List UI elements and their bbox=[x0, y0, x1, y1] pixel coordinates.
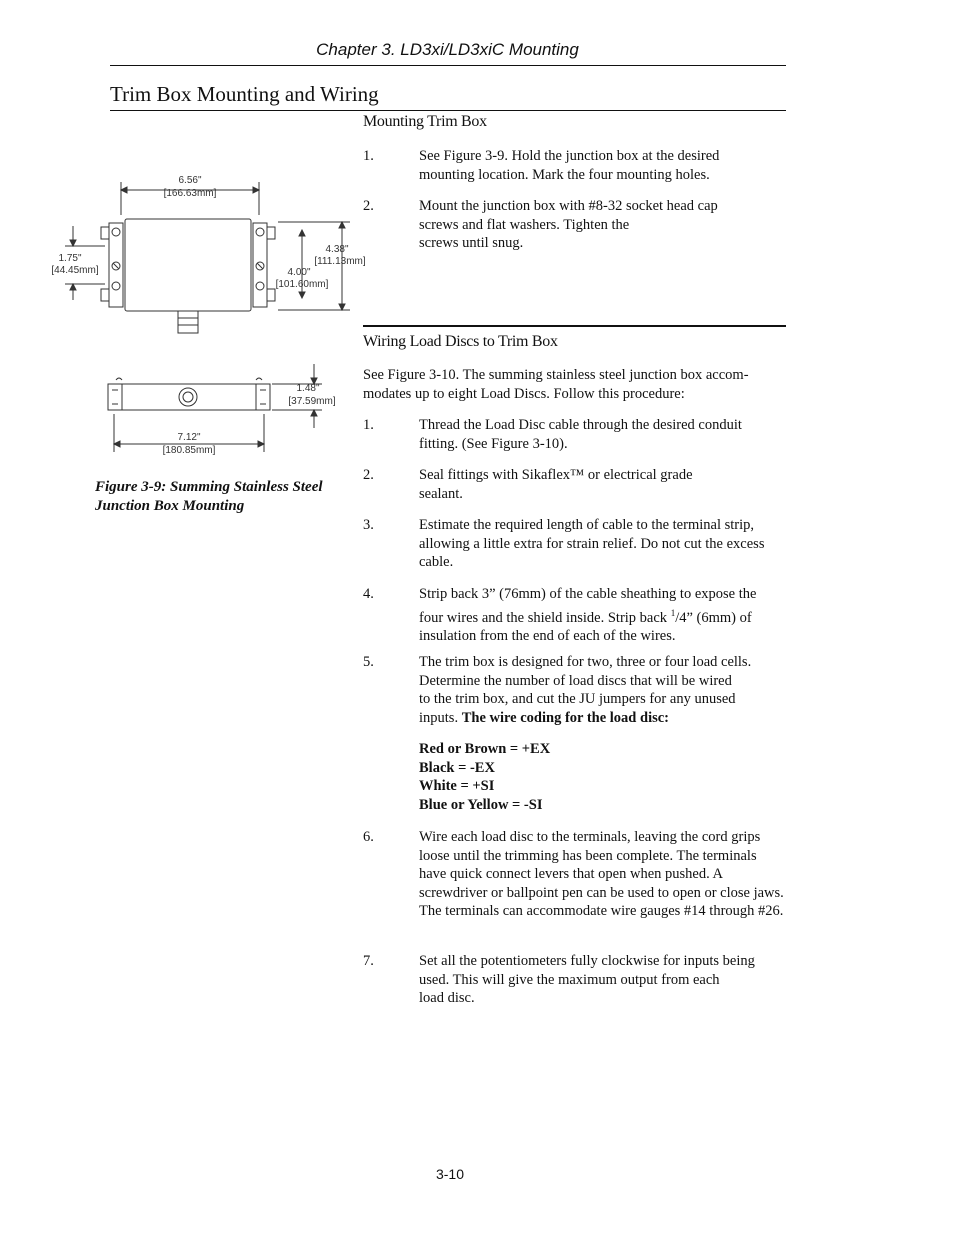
dim-side-height-mm: [37.59mm] bbox=[288, 396, 336, 407]
wiring-step-3-number: 3. bbox=[363, 517, 374, 533]
dim-left-mm: [44.45mm] bbox=[51, 265, 99, 276]
dim-left-in: 1.75" bbox=[58, 253, 82, 264]
mounting-step-2-number: 2. bbox=[363, 198, 374, 214]
dim-right-outer-in: 4.38" bbox=[325, 244, 349, 255]
mounting-step-1-number: 1. bbox=[363, 148, 374, 164]
dim-right-outer-mm: [111.13mm] bbox=[314, 256, 366, 267]
page-number: 3-10 bbox=[435, 1166, 465, 1182]
wiring-step-4-number: 4. bbox=[363, 586, 374, 602]
wire-code-ex-plus: Red or Brown = +EX bbox=[419, 741, 551, 757]
mounting-step-2-text: Mount the junction box with #8-32 socket head cap screws and flat washers. Tighten the screws until snug. bbox=[419, 198, 718, 251]
wiring-step-2-text: Seal fittings with Sikaflex™ or electrical grade sealant. bbox=[419, 467, 693, 502]
wiring-step-1-number: 1. bbox=[363, 417, 374, 433]
wiring-step-1-text: Thread the Load Disc cable through the desired conduit fitting. (See Figure 3-10). bbox=[419, 417, 742, 452]
wiring-step-6-number: 6. bbox=[363, 829, 374, 845]
header-rule bbox=[110, 65, 786, 66]
dim-side-height-in: 1.48" bbox=[296, 383, 320, 394]
dim-top-width-mm: [166.63mm] bbox=[163, 188, 217, 199]
section-title: Trim Box Mounting and Wiring bbox=[110, 82, 379, 106]
wiring-step-4-text: Strip back 3” (76mm) of the cable sheathing to expose the four wires and the shield inside. Strip back $^1$/4” (6mm) of insulation from the end of each of the wires. bbox=[419, 586, 757, 644]
wiring-rule bbox=[363, 325, 786, 327]
wire-coding-list bbox=[419, 740, 787, 814]
wiring-heading: Wiring Load Discs to Trim Box bbox=[363, 333, 558, 350]
dim-top-width-in: 6.56" bbox=[178, 175, 202, 186]
mounting-heading: Mounting Trim Box bbox=[363, 113, 487, 130]
wiring-intro: See Figure 3-10. The summing stainless steel junction box accom- modates up to eight Load Discs. Follow this procedure: bbox=[363, 367, 749, 402]
title-rule bbox=[110, 110, 786, 111]
wiring-step-2-number: 2. bbox=[363, 467, 374, 483]
dim-right-inner-mm: [101.60mm] bbox=[275, 279, 329, 290]
wiring-step-5-number: 5. bbox=[363, 654, 374, 670]
dim-bottom-width-in: 7.12" bbox=[177, 432, 201, 443]
wiring-step-7-text: Set all the potentiometers fully clockwise for inputs being used. This will give the maximum output from each load disc. bbox=[419, 953, 755, 1006]
wire-code-si-minus: Blue or Yellow = -SI bbox=[419, 796, 543, 813]
wiring-step-5-text: The trim box is designed for two, three or four load cells. Determine the number of load discs that will be wired to the trim box, and cut the JU jumpers for any unused inputs. The wire coding for the load disc: bbox=[419, 654, 752, 726]
wiring-step-6-text: Wire each load disc to the terminals, leaving the cord grips loose until the trimming has been complete. The terminals have quick connect levers that open when pushed. A screwdriver or ballpoint pen can be used to open or close jaws. The terminals can accommodate wire gauges #14 through #26. bbox=[419, 829, 784, 919]
wire-code-ex-minus: Black = -EX bbox=[419, 759, 495, 776]
wire-code-si-plus: White = +SI bbox=[419, 778, 495, 794]
dim-bottom-width-mm: [180.85mm] bbox=[162, 445, 216, 456]
figure-caption: Figure 3-9: Summing Stainless Steel Junction Box Mounting bbox=[95, 479, 323, 514]
dim-right-inner-in: 4.00" bbox=[287, 267, 311, 278]
mounting-step-1-text: See Figure 3-9. Hold the junction box at the desired mounting location. Mark the four mounting holes. bbox=[419, 148, 720, 183]
chapter-header: Chapter 3. LD3xi/LD3xiC Mounting bbox=[316, 40, 579, 59]
wiring-step-7-number: 7. bbox=[363, 953, 374, 969]
junction-box-drawing bbox=[40, 160, 380, 470]
wiring-step-3-text: Estimate the required length of cable to the terminal strip, allowing a little extra for strain relief. Do not cut the excess cable. bbox=[419, 517, 765, 570]
